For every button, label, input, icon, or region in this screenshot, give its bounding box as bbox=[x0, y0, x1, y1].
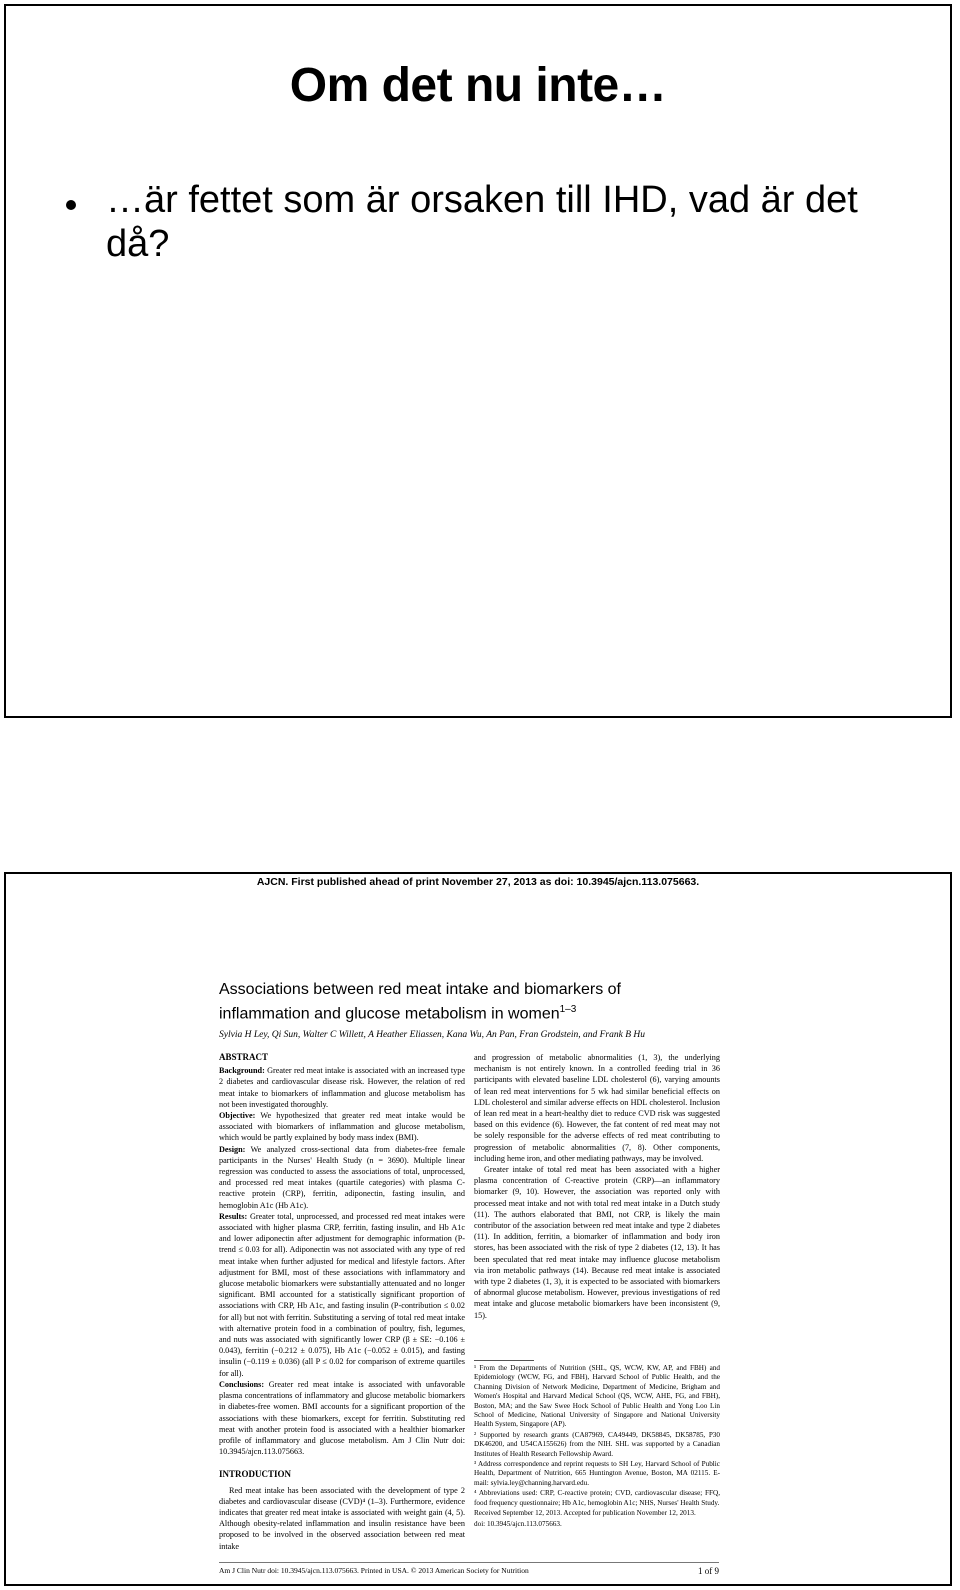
article-title bbox=[219, 980, 659, 1024]
article-title-text: Associations between red meat intake and biomarkers of inflammation and glucose metabolism in women bbox=[219, 981, 621, 1023]
journal-header: AJCN. First published ahead of print November 27, 2013 as doi: 10.3945/ajcn.113.075663. bbox=[256, 876, 700, 888]
bullet-item bbox=[66, 178, 926, 266]
abstract-conclusions: Conclusions: Greater red meat intake is associated with unfavorable plasma concentrations of inflammatory and glucose metabolic biomarkers in diabetes-free women. BMI accounts for a significant proportion of the associations with these biomarkers, except for ferritin. Substituting red meat with another protein food is associated with a healthier biomarker profile of inflammatory and glucose metabolism. Am J Clin Nutr doi: 10.3945/ajcn.113.075663. bbox=[219, 1379, 466, 1457]
intro-paragraph: Red meat intake has been associated with the development of type 2 diabetes and cardiovascular disease (CVD)⁴ (1–3). Furthermore, evidence indicates that greater red meat intake is associated with weight gain (4, 5). Although obesity-related inflammation and insulin resistance have been proposed to be involved in the observed association between red meat intake bbox=[219, 1485, 465, 1551]
footnote-received: Received September 12, 2013. Accepted for publication November 12, 2013. bbox=[474, 1509, 696, 1518]
slide-1 bbox=[4, 4, 952, 718]
intro-paragraph-2: Greater intake of total red meat has been associated with a higher plasma concentration of C-reactive protein (CRP)—an inflammatory biomarker (9, 10). However, the association was reported only with processed meat intake and not with total red meat intake in a Dutch study (11). The authors elaborated that BMI, not CRP, is likely the main contributor of the association between red meat intake and type 2 diabetes (11). In addition, ferritin, a biomarker of inflammation and body iron stores, has been associated with the risk of type 2 diabetes (12, 13). It has been speculated that red meat intake may influence glucose metabolism via iron metabolic pathways (14). Because red meat intake is associated with type 2 diabetes (1, 3), it is expected to be associated with biomarkers of abnormal glucose metabolism. However, previous investigations of red meat intake and glucose metabolic biomarkers have been inconsistent (9, 15). bbox=[474, 1165, 720, 1320]
slide-2-article bbox=[4, 872, 952, 1586]
article-authors: Sylvia H Ley, Qi Sun, Walter C Willett, A Heather Eliassen, Kana Wu, An Pan, Fran Grodstein, and Frank B Hu bbox=[219, 1030, 645, 1040]
article-title-sup: 1–3 bbox=[559, 1004, 577, 1015]
footer-rule bbox=[219, 1562, 719, 1563]
left-column bbox=[219, 1052, 465, 1552]
page-number: 1 of 9 bbox=[698, 1566, 719, 1576]
right-column bbox=[474, 1052, 720, 1321]
footnote-rule bbox=[474, 1360, 534, 1361]
footer-citation: Am J Clin Nutr doi: 10.3945/ajcn.113.075663. Printed in USA. © 2013 American Society for Nutrition bbox=[219, 1566, 529, 1575]
footnote-2: ² Supported by research grants (CA87969, CA49449, DK58845, DK58785, P30 DK46200, and U54CA155626) from the NIH. SHL was supported by a Canadian Institutes of Health Research Fellowship Award. bbox=[474, 1430, 720, 1458]
bullet-text: …är fettet som är orsaken till IHD, vad är det då? bbox=[106, 179, 858, 265]
footnotes bbox=[474, 1364, 720, 1530]
slide-title: Om det nu inte… bbox=[289, 59, 667, 112]
footnote-3: ³ Address correspondence and reprint requests to SH Ley, Harvard School of Public Health, Department of Nutrition, 665 Huntington Avenue, Boston, MA 02115. E-mail: sylvia.ley@channing.harvard.edu. bbox=[474, 1460, 720, 1487]
abstract-results: Results: Greater total, unprocessed, and processed red meat intakes were associated with higher plasma CRP, ferritin, fasting insulin, and Hb A1c and lower adiponectin after adjustment for demographic information (P-trend ≤ 0.03 for all). Adiponectin was not associated with any type of red meat intake when further adjusted for medical and lifestyle factors. After adjustment for BMI, most of these associations with inflammatory and glucose metabolic biomarkers were substantially attenuated and no longer significant. BMI accounted for a statistically significant proportion of associations with CRP, Hb A1c, and fasting insulin (P-contribution ≤ 0.02 for all) but not with ferritin. Substituting a serving of total red meat intake with alternative protein food in a combination of poultry, fish, legumes, and nuts was associated with significantly lower CRP (β ± SE: −0.106 ± 0.043), ferritin (−0.212 ± 0.075), Hb A1c (−0.052 ± 0.015), and fasting insulin (−0.119 ± 0.036) (all P ≤ 0.02 for comparison of extreme quartiles for all). bbox=[219, 1211, 465, 1378]
intro-heading: INTRODUCTION bbox=[219, 1469, 292, 1480]
bullet-icon bbox=[66, 200, 76, 210]
footnote-doi: doi: 10.3945/ajcn.113.075663. bbox=[474, 1519, 562, 1528]
abstract-objective: Objective: We hypothesized that greater red meat intake would be associated with biomarkers of inflammation and glucose metabolism, which would be partly explained by body mass index (BMI). bbox=[219, 1111, 465, 1143]
intro-paragraph-cont: and progression of metabolic abnormalities (1, 3), the underlying mechanism is not entirely known. In a controlled feeding trial in 36 participants with elevated baseline LDL cholesterol (6), varying amounts of lean red meat interventions for 5 wk had similar beneficial effects on LDL cholesterol and similar adverse effects on HDL cholesterol. Inclusion of lean red meat in a heart-healthy diet to reduce CVD risk was suggested based on this evidence (6). However, the fat content of red meat may not be solely responsible for the adverse effects of red meat contributing to progression of metabolic abnormalities (7, 8). Other components, including heme iron, and other mediating pathways, may be involved. bbox=[474, 1053, 720, 1163]
abstract-design: Design: We analyzed cross-sectional data from diabetes-free female participants in the Nurses' Health Study (n = 3690). Multiple linear regression was conducted to assess the associations of total, unprocessed, and processed red meat intakes (quartile categories) with plasma C-reactive protein (CRP), ferritin, adiponectin, fasting insulin, and hemoglobin A1c (Hb A1c). bbox=[219, 1144, 465, 1210]
footnote-1: ¹ From the Departments of Nutrition (SHL, QS, WCW, KW, AP, and FBH) and Epidemiology (WCW, FG, and FBH), Harvard School of Public Health, and the Channing Division of Network Medicine, Department of Medicine, Brigham and Women's Hospital and Harvard Medical School (QS, WCW, AHE, FG, and FBH), Boston, MA; and the Saw Swee Hock School of Public Health and Yong Loo Lin School of Medicine, National University of Singapore and National University Health System, Singapore (AP). bbox=[474, 1364, 720, 1429]
abstract-background: Background: Greater red meat intake is associated with an increased type 2 diabetes and cardiovascular disease risk. However, the relation of red meat intake to biomarkers of inflammation and glucose metabolism has not been investigated thoroughly. bbox=[219, 1066, 466, 1109]
abstract-heading: ABSTRACT bbox=[219, 1052, 269, 1062]
footnote-4: ⁴ Abbreviations used: CRP, C-reactive protein; CVD, cardiovascular disease; FFQ, food frequency questionnaire; Hb A1c, hemoglobin A1c; NHS, Nurses' Health Study. bbox=[474, 1489, 720, 1507]
